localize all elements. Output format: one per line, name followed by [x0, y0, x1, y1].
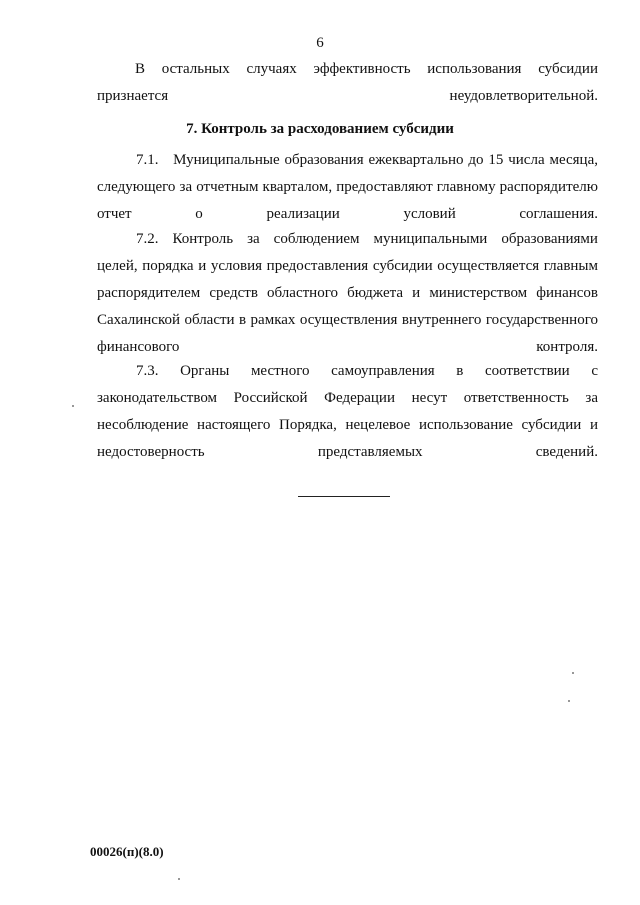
word: образованиями [501, 231, 598, 247]
word: 7.3. [136, 363, 159, 379]
word: законодательством [97, 390, 218, 406]
paragraph-7-2 [97, 226, 598, 361]
scan-speck [572, 672, 574, 674]
paragraph-7-3-line-2 [97, 385, 598, 412]
document-code: 00026(п)(8.0) [90, 844, 164, 859]
paragraph-7-3-line-3: несоблюдение настоящего Порядка, нецелевое использование субсидии и [97, 417, 598, 433]
word: за [585, 390, 598, 406]
page-number: 6 [316, 35, 324, 51]
word: местного [250, 363, 310, 379]
paragraph-7-3-line-4: недостоверность представляемых сведений. [97, 444, 598, 460]
paragraph-7-2-line-4: Сахалинской области в рамках осуществления внутреннего государственного [97, 312, 598, 328]
paragraph-7-1-line-2: следующего за отчетным кварталом, предоставляют главному распорядителю [97, 179, 598, 195]
word: Российской [233, 390, 308, 406]
intro-line-2: признается неудовлетворительной. [97, 88, 598, 104]
paragraph-7-1 [97, 147, 598, 228]
section-title: 7. Контроль за расходованием субсидии [186, 121, 454, 137]
word: распорядителем [97, 285, 201, 301]
word: средств [209, 285, 258, 301]
word: в [456, 363, 464, 379]
end-separator-line [298, 496, 390, 497]
paragraph-7-3-line-1 [97, 358, 598, 385]
scan-speck [568, 700, 570, 702]
word: финансов [536, 285, 598, 301]
word: самоуправления [331, 363, 435, 379]
word: и [412, 285, 421, 301]
word: субсидии [538, 61, 598, 77]
word: 7.2. [136, 231, 159, 247]
paragraph-7-2-line-1 [97, 226, 598, 253]
word: использования [427, 61, 522, 77]
scan-speck [178, 878, 180, 880]
word: бюджета [347, 285, 404, 301]
word: эффективность [313, 61, 411, 77]
word: случаях [246, 61, 297, 77]
word: областного [267, 285, 338, 301]
paragraph-7-3 [97, 358, 598, 466]
word: Органы [180, 363, 230, 379]
word: В [135, 61, 146, 77]
word: несут [411, 390, 448, 406]
word: с [591, 363, 598, 379]
word: муниципальными [373, 231, 488, 247]
word: соблюдением [273, 231, 360, 247]
scan-speck [72, 405, 74, 407]
intro-paragraph [97, 56, 598, 110]
paragraph-7-2-line-5: финансового контроля. [97, 339, 598, 355]
intro-line-1 [97, 56, 598, 83]
word: министерством [429, 285, 528, 301]
paragraph-7-2-line-2: целей, порядка и условия предоставления субсидии осуществляется главным [97, 258, 598, 274]
paragraph-7-1-line-3: отчет о реализации условий соглашения. [97, 206, 598, 222]
paragraph-7-1-line-1: 7.1. Муниципальные образования ежеквартально до 15 числа месяца, [136, 152, 598, 168]
word: остальных [161, 61, 230, 77]
word: Контроль [172, 231, 234, 247]
word: за [247, 231, 260, 247]
word: ответственность [463, 390, 569, 406]
paragraph-7-2-line-3 [97, 280, 598, 307]
word: соответствии [484, 363, 570, 379]
word: Федерации [324, 390, 395, 406]
